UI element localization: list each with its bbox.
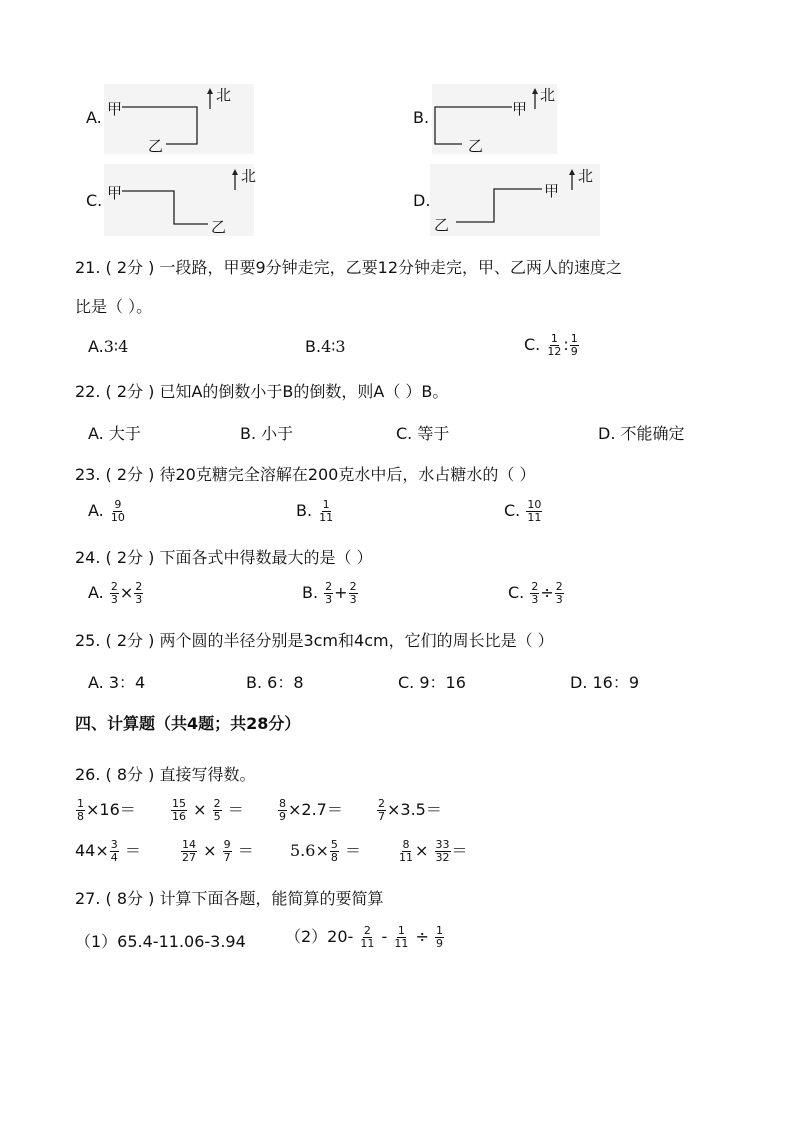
fraction: $\frac{10}{11}$: [527, 498, 542, 524]
north-label: 北: [216, 86, 232, 104]
fraction: $\frac{2}{3}$: [110, 580, 118, 606]
q20-option-c-diagram: [104, 164, 257, 236]
fraction: $\frac{1}{12}$: [547, 332, 562, 358]
q27-text: 27. ( 8分 ) 计算下面各题，能简算的要简算: [75, 889, 384, 908]
option-letter: C.: [504, 501, 521, 520]
q20-option-a-diagram: [104, 84, 254, 154]
q24-option-c[interactable]: [508, 581, 565, 606]
q22-option-b[interactable]: B. 小于: [240, 424, 294, 443]
q26-expression-3: $\frac{8}{9}$ ×2.7＝: [279, 797, 343, 823]
q20-option-c-label: C.: [86, 191, 103, 210]
option-letter: A.: [88, 583, 104, 602]
section-heading: 四、计算题（共4题；共28分）: [75, 714, 301, 733]
option-letter: B.: [296, 501, 313, 520]
option-letter: C.: [508, 583, 525, 602]
q25-option-d[interactable]: D. 16：9: [570, 673, 640, 692]
yi-label: 乙: [468, 137, 484, 155]
option-letter: B.: [305, 337, 322, 356]
q23-text: 23. ( 2分 ) 待20克糖完全溶解在200克水中后，水占糖水的（ ）: [75, 465, 536, 484]
q25-option-b[interactable]: B. 6：8: [246, 673, 304, 692]
option-value: 4∶3: [321, 337, 346, 356]
operator: +: [334, 583, 348, 602]
q25-option-c[interactable]: C. 9：16: [398, 673, 466, 692]
option-value: 3∶4: [103, 337, 129, 356]
q24-text: 24. ( 2分 ) 下面各式中得数最大的是（ ）: [75, 548, 373, 567]
q24-option-b[interactable]: [302, 581, 359, 606]
q20-option-a-label: A.: [86, 108, 102, 127]
yi-label: 乙: [434, 216, 450, 234]
q20-option-b-diagram: [432, 84, 557, 154]
q26-expression-1: $\frac{1}{8}$ ×16＝: [77, 797, 136, 823]
fraction: $\frac{2}{3}$: [531, 580, 539, 606]
q21-text-line1: 21. ( 2分 ) 一段路，甲要9分钟走完，乙要12分钟走完，甲、乙两人的速度之: [75, 258, 622, 277]
q26-expression-6: $\frac{14}{27}$ × $\frac{9}{7}$ ＝: [182, 838, 254, 864]
q20-option-d-label: D.: [413, 191, 431, 210]
q22-option-d[interactable]: D. 不能确定: [598, 424, 685, 443]
q22-option-c[interactable]: C. 等于: [396, 424, 450, 443]
q26-expression-4: $\frac{2}{7}$ ×3.5＝: [378, 797, 442, 823]
north-label: 北: [540, 86, 556, 104]
fraction: $\frac{2}{3}$: [555, 580, 563, 606]
q26-expression-7: 5.6× $\frac{5}{8}$ ＝: [290, 838, 361, 864]
q21-option-c[interactable]: [524, 333, 580, 358]
q20-option-d-diagram: [430, 164, 600, 236]
q27-part-2: （2）20- $\frac{2}{11}$ - $\frac{1}{11}$ ÷ $\frac{1}{9}$: [285, 924, 443, 950]
q23-option-a[interactable]: [88, 499, 127, 524]
yi-label: 乙: [148, 137, 164, 155]
q22-option-a[interactable]: A. 大于: [88, 424, 141, 443]
q21-option-b[interactable]: [305, 337, 346, 356]
q20-option-b-label: B.: [413, 108, 430, 127]
fraction: $\frac{1}{9}$: [570, 332, 578, 358]
q23-option-c[interactable]: [504, 499, 543, 524]
jia-label: 甲: [107, 100, 123, 118]
q26-expression-2: $\frac{15}{16}$ × $\frac{2}{5}$ ＝: [172, 797, 244, 823]
q26-expression-8: $\frac{8}{11}$ × $\frac{33}{32}$ ＝: [399, 838, 468, 864]
fraction: $\frac{2}{3}$: [325, 580, 333, 606]
option-letter: A.: [88, 337, 104, 356]
fraction: $\frac{2}{3}$: [135, 580, 143, 606]
ratio-sign: :: [563, 335, 569, 354]
operator: ×: [119, 583, 134, 602]
north-label: 北: [578, 167, 594, 185]
q23-option-b[interactable]: [296, 499, 335, 524]
option-letter: A.: [88, 501, 104, 520]
fraction: $\frac{1}{11}$: [319, 498, 334, 524]
yi-label: 乙: [211, 218, 227, 236]
north-label: 北: [241, 167, 257, 185]
q21-text-line2: 比是（ ）。: [75, 297, 153, 316]
q26-expression-5: 44× $\frac{3}{4}$ ＝: [75, 838, 141, 864]
jia-label: 甲: [544, 182, 560, 200]
q21-option-a[interactable]: [88, 337, 128, 356]
option-letter: C.: [524, 335, 541, 354]
q25-option-a[interactable]: A. 3：4: [88, 673, 146, 692]
q24-option-a[interactable]: [88, 581, 144, 606]
jia-label: 甲: [107, 184, 123, 202]
q22-text: 22. ( 2分 ) 已知A的倒数小于B的倒数，则A（ ）B。: [75, 382, 449, 401]
jia-label: 甲: [512, 100, 528, 118]
operator: ÷: [540, 583, 554, 602]
fraction: $\frac{9}{10}$: [110, 498, 125, 524]
q25-text: 25. ( 2分 ) 两个圆的半径分别是3cm和4cm，它们的周长比是（ ）: [75, 631, 554, 650]
option-letter: B.: [302, 583, 319, 602]
fraction: $\frac{2}{3}$: [349, 580, 357, 606]
q27-part-1: （1）65.4-11.06-3.94: [75, 932, 246, 951]
q26-text: 26. ( 8分 ) 直接写得数。: [75, 765, 256, 784]
